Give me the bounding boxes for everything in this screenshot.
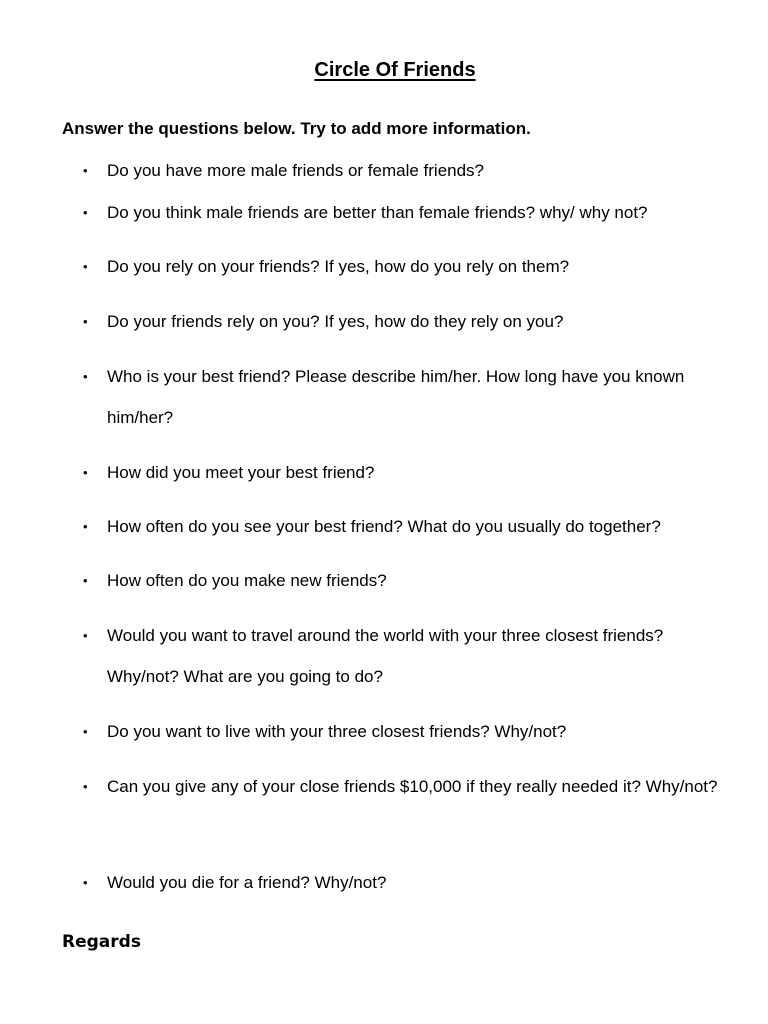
question-text: Do you have more male friends or female friends? bbox=[107, 161, 485, 180]
bullet-icon: • bbox=[83, 205, 88, 220]
bullet-icon: • bbox=[83, 628, 88, 643]
bullet-icon: • bbox=[83, 163, 88, 178]
question-text: How often do you see your best friend? What do you usually do together? bbox=[107, 517, 661, 536]
question-text: Do you rely on your friends? If yes, how do you rely on them? bbox=[107, 257, 570, 276]
bullet-icon: • bbox=[83, 465, 88, 480]
question-text: Do you think male friends are better than female friends? why/ why not? bbox=[107, 203, 648, 222]
document-title: Circle Of Friends bbox=[314, 59, 476, 81]
bullet-icon: • bbox=[83, 519, 88, 534]
bullet-icon: • bbox=[83, 779, 88, 794]
bullet-icon: • bbox=[83, 573, 88, 588]
closing-text: Regards bbox=[62, 932, 141, 952]
instructions-text: Answer the questions below. Try to add more information. bbox=[62, 119, 531, 138]
question-text: How often do you make new friends? bbox=[107, 571, 387, 590]
question-text: Can you give any of your close friends $10,000 if they really needed it? Why/not? bbox=[107, 777, 718, 796]
bullet-icon: • bbox=[83, 875, 88, 890]
question-text: Would you die for a friend? Why/not? bbox=[107, 873, 387, 892]
question-text: Do your friends rely on you? If yes, how do they rely on you? bbox=[107, 312, 564, 331]
bullet-icon: • bbox=[83, 369, 88, 384]
question-text: Do you want to live with your three closest friends? Why/not? bbox=[107, 722, 567, 741]
question-text: How did you meet your best friend? bbox=[107, 463, 375, 482]
bullet-icon: • bbox=[83, 259, 88, 274]
question-text: Who is your best friend? Please describe him/her. How long have you known him/her? bbox=[107, 367, 685, 427]
bullet-icon: • bbox=[83, 314, 88, 329]
bullet-icon: • bbox=[83, 724, 88, 739]
question-text: Would you want to travel around the world with your three closest friends? Why/not? What are you going to do? bbox=[107, 626, 664, 686]
